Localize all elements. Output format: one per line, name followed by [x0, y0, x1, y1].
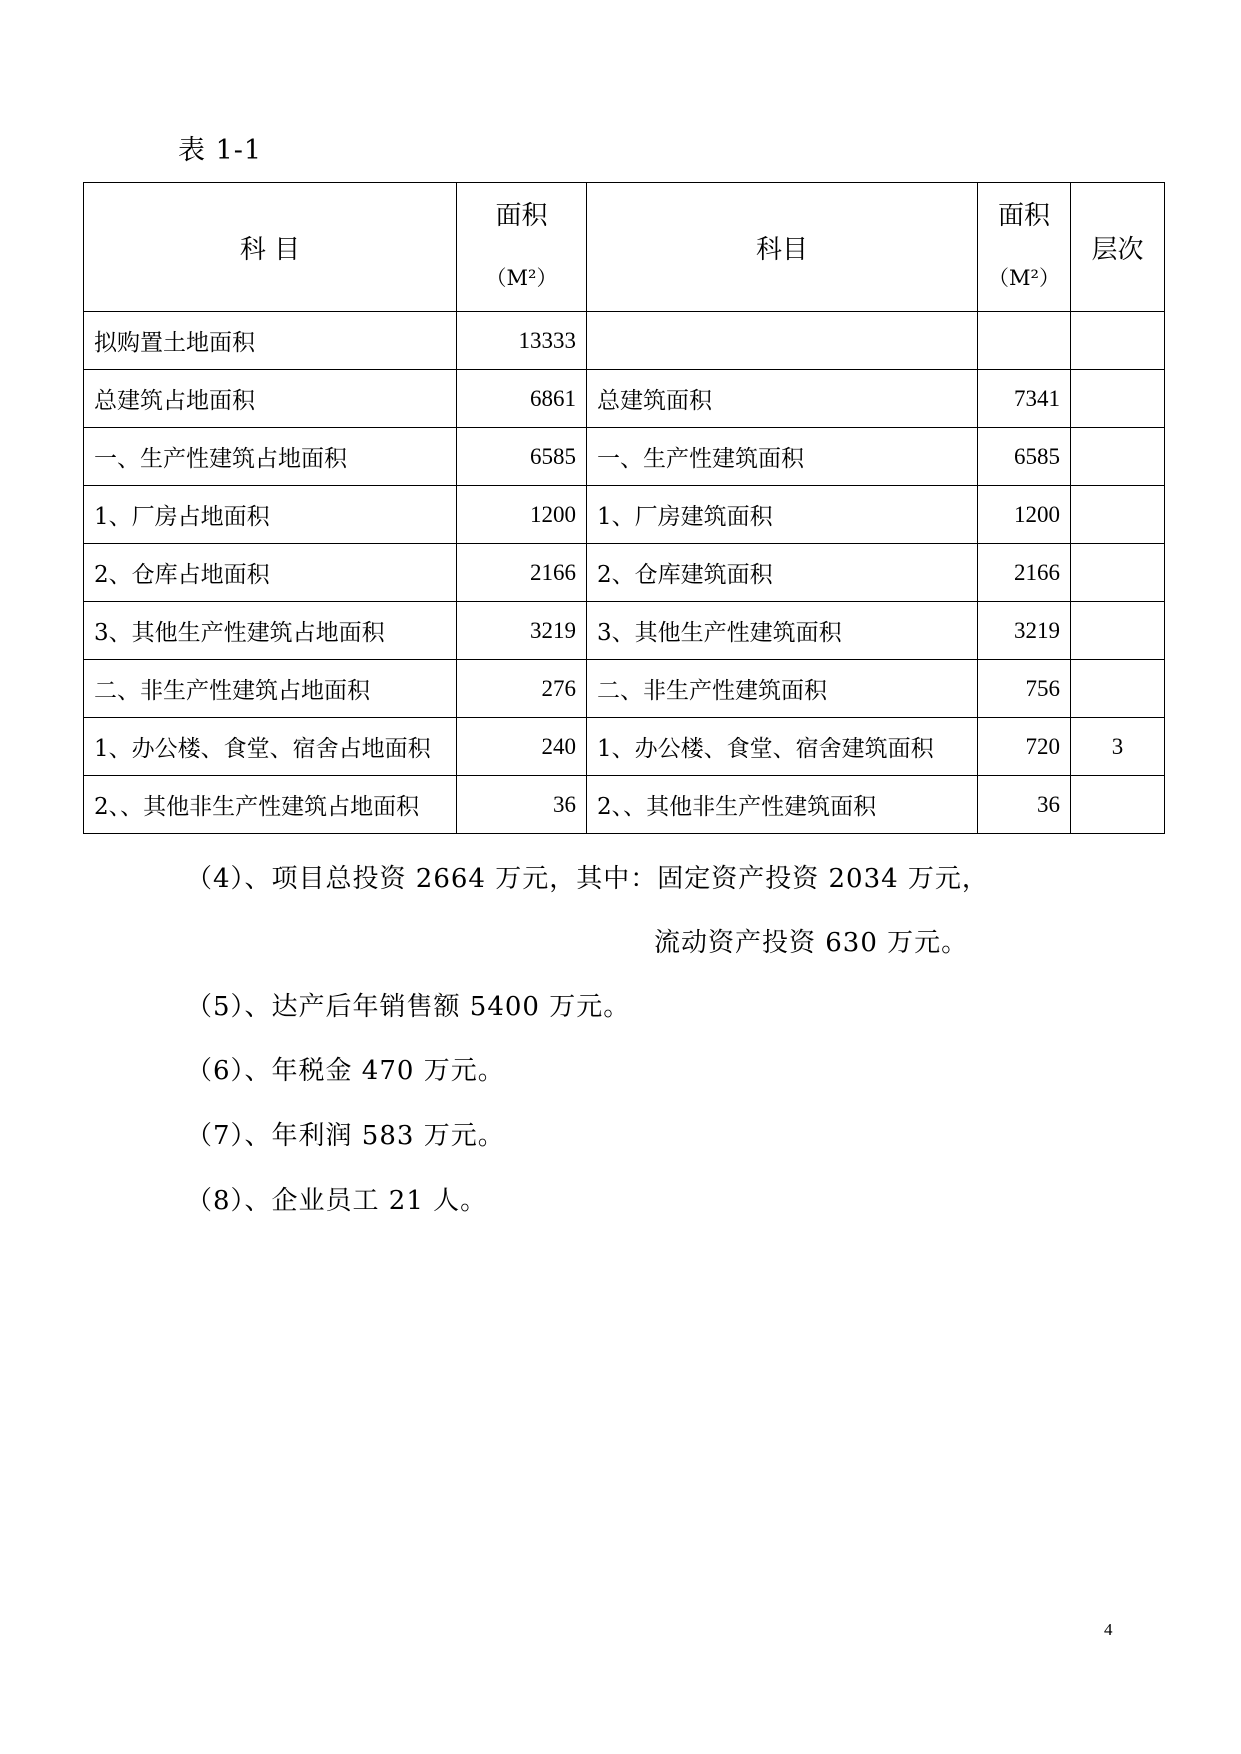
- cell-floors: [1071, 544, 1165, 602]
- cell-subject-right: 3、其他生产性建筑面积: [587, 602, 978, 660]
- cell-subject-left: 总建筑占地面积: [84, 370, 457, 428]
- cell-area-left: 6861: [457, 370, 587, 428]
- cell-floors: 3: [1071, 718, 1165, 776]
- cell-subject-left: 拟购置土地面积: [84, 312, 457, 370]
- table-row: [84, 602, 1165, 660]
- table-row: [84, 312, 1165, 370]
- cell-subject-right: 2、、其他非生产性建筑面积: [587, 776, 978, 834]
- cell-area-right: 6585: [978, 428, 1071, 486]
- paragraph-4-line2: 流动资产投资 630 万元。: [654, 928, 969, 958]
- page-number: 4: [1104, 1620, 1113, 1639]
- cell-subject-right: 一、生产性建筑面积: [587, 428, 978, 486]
- cell-area-right: 7341: [978, 370, 1071, 428]
- table-row: [84, 776, 1165, 834]
- table-caption: 表 1-1: [178, 135, 263, 166]
- cell-subject-left: 3、其他生产性建筑占地面积: [84, 602, 457, 660]
- cell-subject-right: 总建筑面积: [587, 370, 978, 428]
- paragraph-8: （8）、企业员工 21 人。: [186, 1186, 488, 1216]
- area-table: [83, 182, 1165, 834]
- cell-area-right: 3219: [978, 602, 1071, 660]
- cell-area-right: 756: [978, 660, 1071, 718]
- table-row: [84, 428, 1165, 486]
- cell-area-left: 3219: [457, 602, 587, 660]
- cell-subject-left: 2、、其他非生产性建筑占地面积: [84, 776, 457, 834]
- paragraph-6: （6）、年税金 470 万元。: [186, 1056, 505, 1086]
- cell-area-right: 2166: [978, 544, 1071, 602]
- cell-floors: [1071, 776, 1165, 834]
- cell-floors: [1071, 660, 1165, 718]
- cell-area-right: 720: [978, 718, 1071, 776]
- header-area-left: 面积 （M²）: [457, 183, 587, 312]
- cell-area-right: 36: [978, 776, 1071, 834]
- cell-subject-left: 1、厂房占地面积: [84, 486, 457, 544]
- header-area-right: 面积 （M²）: [978, 183, 1071, 312]
- cell-subject-right: 1、厂房建筑面积: [587, 486, 978, 544]
- cell-subject-left: 二、非生产性建筑占地面积: [84, 660, 457, 718]
- cell-floors: [1071, 428, 1165, 486]
- cell-subject-right: 2、仓库建筑面积: [587, 544, 978, 602]
- table-row: [84, 370, 1165, 428]
- cell-area-left: 276: [457, 660, 587, 718]
- header-subject-right: 科目: [587, 183, 978, 312]
- paragraph-4-line1: （4）、项目总投资 2664 万元，其中：固定资产投资 2034 万元，: [186, 864, 989, 894]
- cell-subject-left: 一、生产性建筑占地面积: [84, 428, 457, 486]
- paragraph-7: （7）、年利润 583 万元。: [186, 1121, 505, 1151]
- cell-area-left: 240: [457, 718, 587, 776]
- header-floors: 层次: [1071, 183, 1165, 312]
- cell-area-left: 2166: [457, 544, 587, 602]
- cell-area-right: [978, 312, 1071, 370]
- cell-subject-left: 2、仓库占地面积: [84, 544, 457, 602]
- cell-area-right: 1200: [978, 486, 1071, 544]
- cell-subject-right: 二、非生产性建筑面积: [587, 660, 978, 718]
- table-row: [84, 660, 1165, 718]
- header-subject-left: 科 目: [84, 183, 457, 312]
- cell-area-left: 13333: [457, 312, 587, 370]
- cell-subject-right: [587, 312, 978, 370]
- cell-floors: [1071, 486, 1165, 544]
- cell-subject-right: 1、办公楼、食堂、宿舍建筑面积: [587, 718, 978, 776]
- cell-floors: [1071, 370, 1165, 428]
- cell-subject-left: 1、办公楼、食堂、宿舍占地面积: [84, 718, 457, 776]
- cell-area-left: 1200: [457, 486, 587, 544]
- cell-floors: [1071, 312, 1165, 370]
- cell-area-left: 6585: [457, 428, 587, 486]
- table-row: [84, 544, 1165, 602]
- paragraph-5: （5）、达产后年销售额 5400 万元。: [186, 992, 631, 1022]
- cell-area-left: 36: [457, 776, 587, 834]
- table-header-row: [84, 183, 1165, 312]
- table-row: [84, 486, 1165, 544]
- table-row: [84, 718, 1165, 776]
- cell-floors: [1071, 602, 1165, 660]
